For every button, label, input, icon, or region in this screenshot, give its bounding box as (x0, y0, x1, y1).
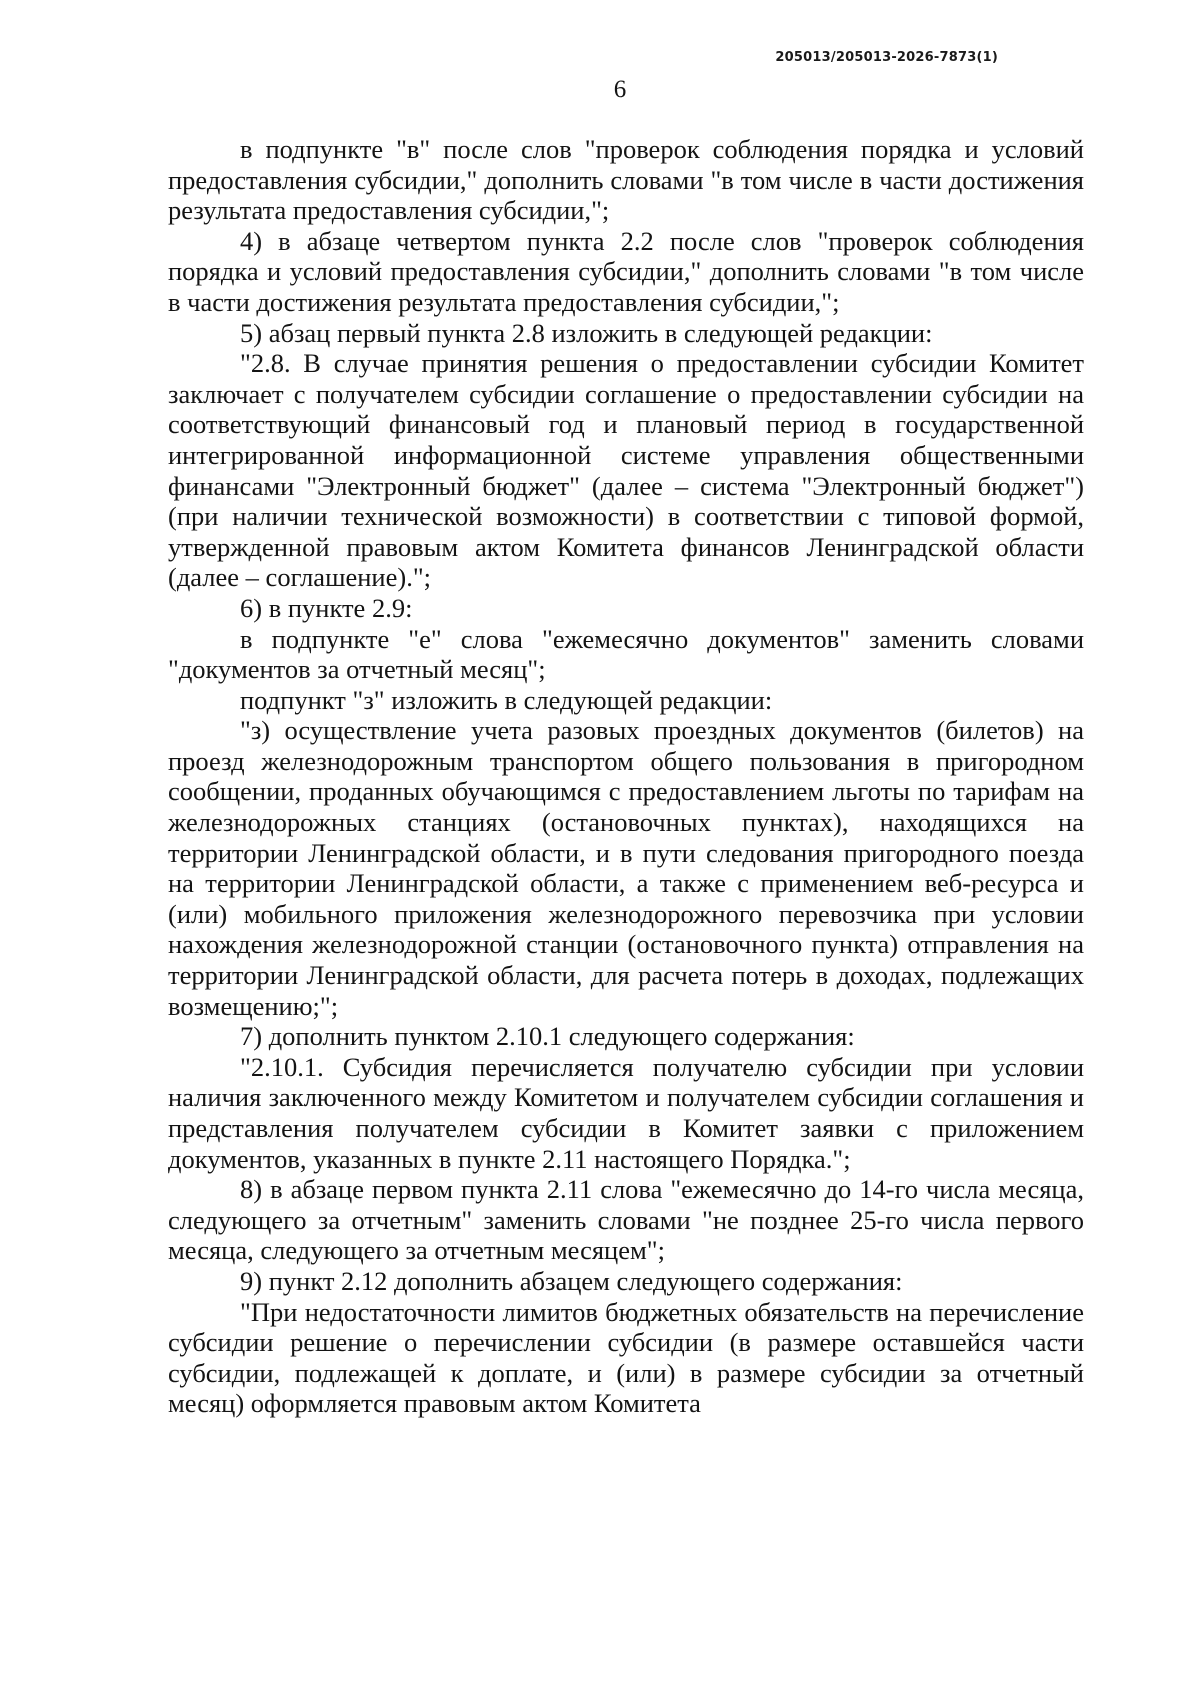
paragraph-subclause-e: в подпункте "е" слова "ежемесячно документов" заменить словами "документов за отчетный месяц"; (168, 623, 1084, 685)
document-id: 205013/205013-2026-7873(1) (775, 50, 998, 65)
paragraph-item-4: 4) в абзаце четвертом пункта 2.2 после слов "проверок соблюдения порядка и условий предоставления субсидии," дополнить словами "в том числе в части достижения результата предоставления субсидии,"; (168, 225, 1084, 317)
paragraph-item-7: 7) дополнить пунктом 2.10.1 следующего содержания: (240, 1021, 855, 1052)
paragraph-subclause-z-intro: подпункт "з" изложить в следующей редакции: (240, 684, 773, 715)
page-number: 6 (613, 76, 627, 103)
paragraph-clause-2-12-addition: "При недостаточности лимитов бюджетных обязательств на перечисление субсидии решение о перечислении субсидии (в размере оставшейся части субсидии, подлежащей к доплате, и (или) в размере субсидии за отчетный месяц) оформляется правовым актом Комитета (168, 1296, 1084, 1419)
paragraph-item-9: 9) пункт 2.12 дополнить абзацем следующего содержания: (240, 1265, 903, 1296)
paragraph-item-8: 8) в абзаце первом пункта 2.11 слова "ежемесячно до 14-го числа месяца, следующего за отчетным" заменить словами "не позднее 25-го числа первого месяца, следующего за отчетным месяцем"; (168, 1174, 1084, 1266)
document-body (168, 134, 1084, 1419)
paragraph-subclause-z: "з) осуществление учета разовых проездных документов (билетов) на проезд железнодорожным транспортом общего пользования в пригородном сообщении, проданных обучающимся с предоставлением льготы по тарифам на железнодорожных станциях (остановочных пунктах), находящихся на территории Ленинградской области, и в пути следования пригородного поезда на территории Ленинградской области, а также с применением веб-ресурса и (или) мобильного приложения железнодорожного перевозчика при условии нахождения железнодорожной станции (остановочного пункта) отправления на территории Ленинградской области, для расчета потерь в доходах, подлежащих возмещению;"; (168, 715, 1084, 1021)
paragraph-clause-2-8: "2.8. В случае принятия решения о предоставлении субсидии Комитет заключает с получателем субсидии соглашение о предоставлении субсидии на соответствующий финансовый год и плановый период в государственной интегрированной информационной системе управления общественными финансами "Электронный бюджет" (далее – система "Электронный бюджет") (при наличии технической возможности) в соответствии с типовой формой, утвержденной правовым актом Комитета финансов Ленинградской области (далее – соглашение)."; (168, 348, 1084, 593)
paragraph-item-5: 5) абзац первый пункта 2.8 изложить в следующей редакции: (240, 317, 933, 348)
paragraph-subclause-v: в подпункте "в" после слов "проверок соблюдения порядка и условий предоставления субсидии," дополнить словами "в том числе в части достижения результата предоставления субсидии,"; (168, 134, 1084, 226)
paragraph-clause-2-10-1: "2.10.1. Субсидия перечисляется получателю субсидии при условии наличия заключенного между Комитетом и получателем субсидии соглашения и представления получателем субсидии в Комитет заявки с приложением документов, указанных в пункте 2.11 настоящего Порядка."; (168, 1051, 1084, 1174)
paragraph-item-6: 6) в пункте 2.9: (240, 592, 413, 623)
